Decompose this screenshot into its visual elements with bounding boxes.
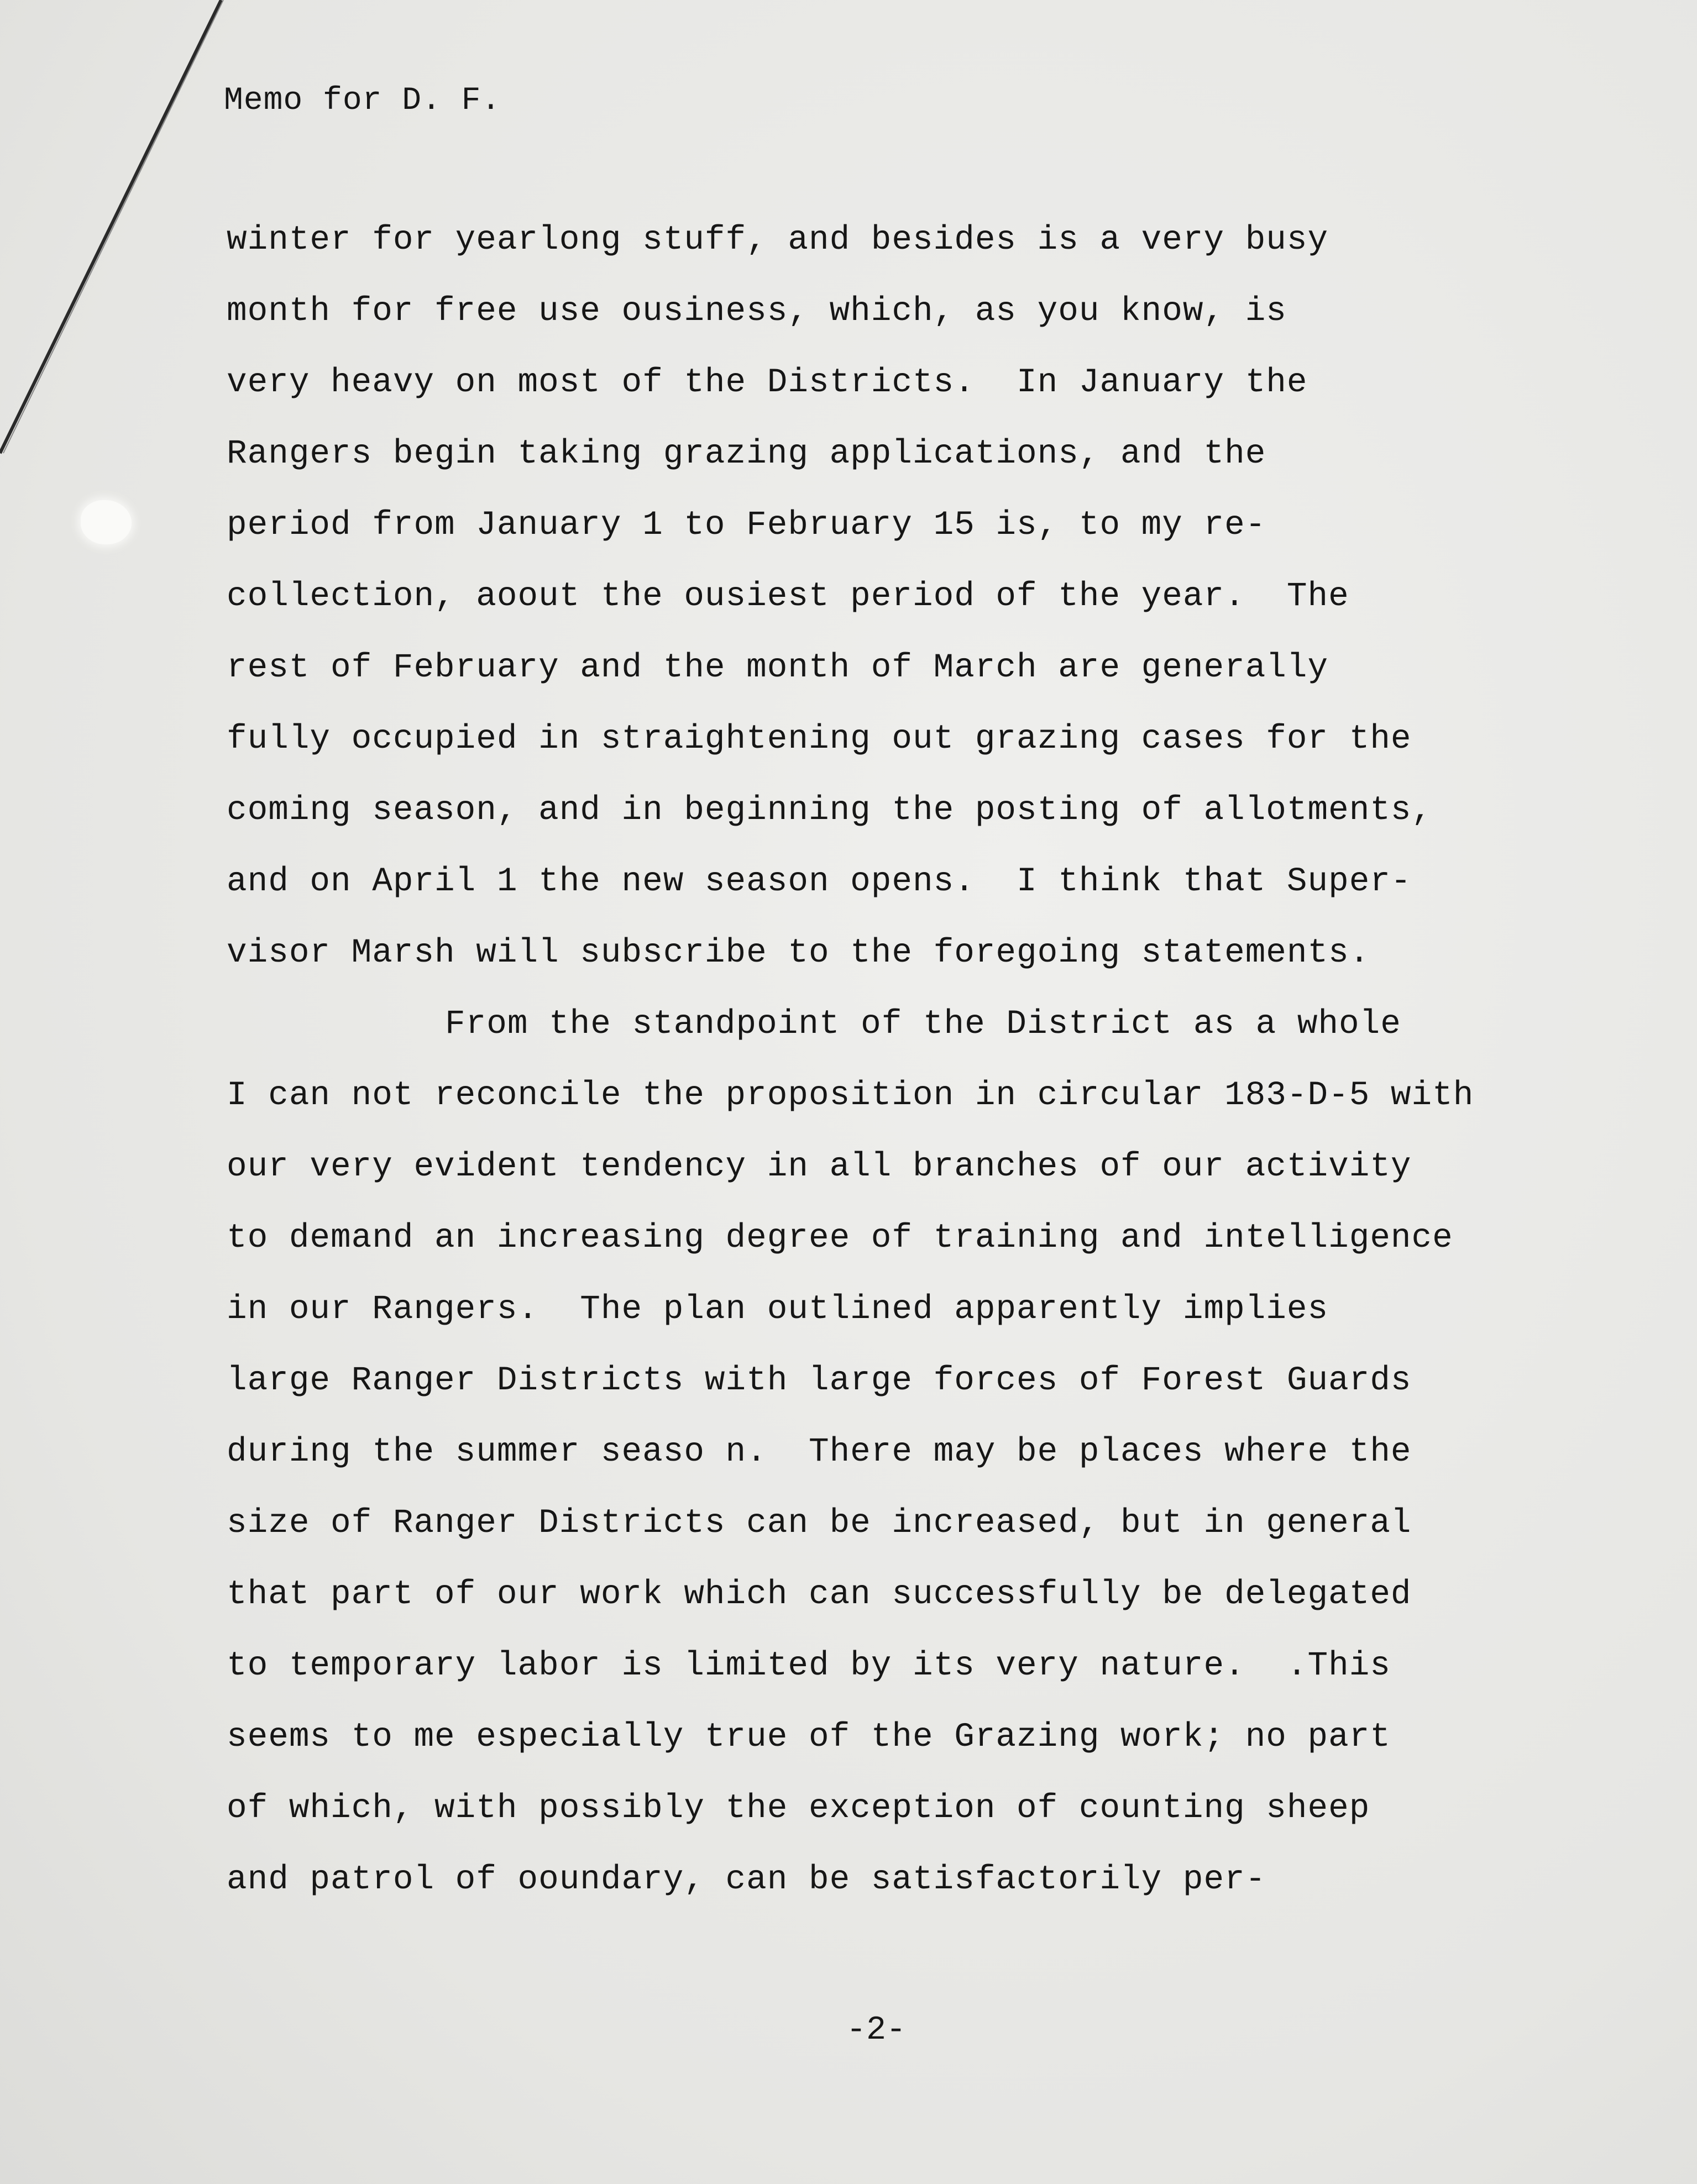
text-line: during the summer seaso n. There may be places where the	[227, 1433, 1412, 1471]
text-line: period from January 1 to February 15 is, to my re-	[227, 506, 1266, 544]
text-line: that part of our work which can successfully be delegated	[227, 1576, 1412, 1614]
page-fold-line	[0, 0, 232, 475]
text-line: Rangers begin taking grazing applications, and the	[227, 435, 1266, 473]
text-line: in our Rangers. The plan outlined apparently implies	[227, 1290, 1329, 1329]
text-line: our very evident tendency in all branches of our activity	[227, 1148, 1412, 1186]
text-line: seems to me especially true of the Grazing work; no part	[227, 1718, 1391, 1756]
text-line: to demand an increasing degree of training and intelligence	[227, 1219, 1453, 1257]
text-line: winter for yearlong stuff, and besides is a very busy	[227, 221, 1329, 259]
paper-blemish	[81, 500, 132, 544]
memo-header: Memo for D. F.	[224, 83, 501, 119]
text-line: and patrol of ooundary, can be satisfactorily per-	[227, 1861, 1266, 1899]
text-line: to temporary labor is limited by its very nature. .This	[227, 1647, 1391, 1685]
text-line: large Ranger Districts with large forces of Forest Guards	[227, 1362, 1412, 1400]
text-line: I can not reconcile the proposition in circular 183-D-5 with	[227, 1077, 1474, 1115]
text-line: and on April 1 the new season opens. I think that Super-	[227, 863, 1412, 901]
text-line: month for free use ousiness, which, as you know, is	[227, 292, 1287, 330]
page-number: -2-	[846, 2012, 907, 2049]
text-line: of which, with possibly the exception of counting sheep	[227, 1789, 1370, 1828]
text-line: coming season, and in beginning the posting of allotments,	[227, 791, 1433, 830]
text-line: rest of February and the month of March are generally	[227, 649, 1329, 687]
text-line: visor Marsh will subscribe to the foregoing statements.	[227, 934, 1370, 972]
text-line: size of Ranger Districts can be increased, but in general	[227, 1504, 1412, 1542]
paragraph-start-line: From the standpoint of the District as a whole	[445, 1005, 1401, 1043]
text-line: fully occupied in straightening out grazing cases for the	[227, 720, 1412, 758]
text-line: very heavy on most of the Districts. In January the	[227, 364, 1308, 402]
text-line: collection, aoout the ousiest period of the year. The	[227, 578, 1349, 616]
memo-body	[227, 216, 1592, 1926]
